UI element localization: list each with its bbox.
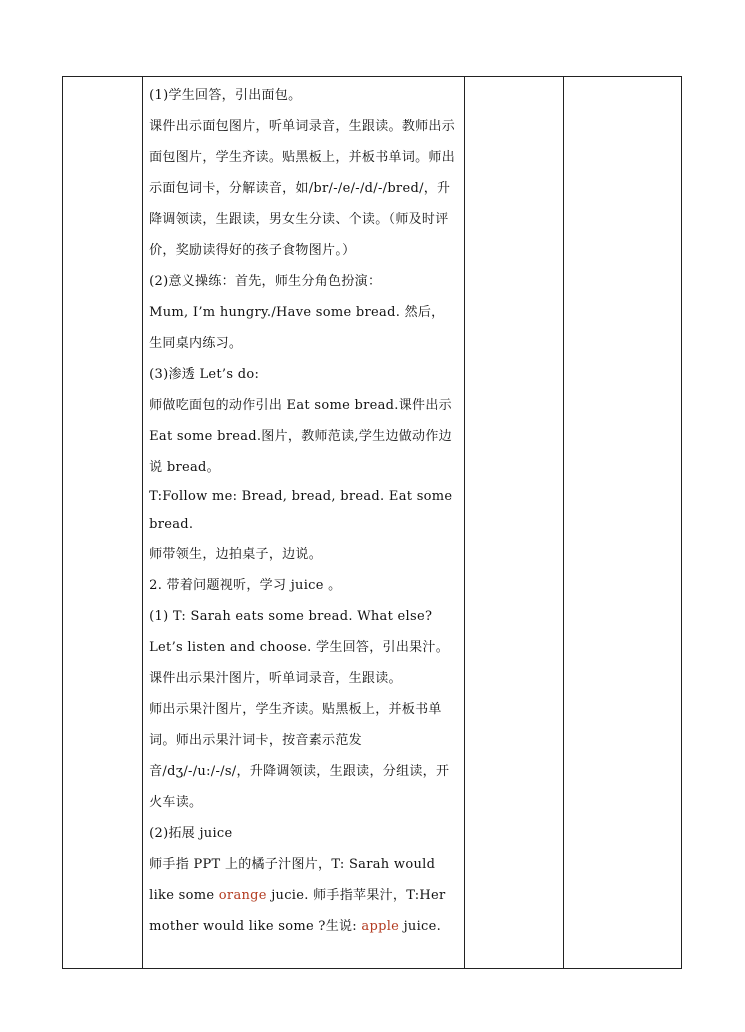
student-activity-cell <box>464 77 563 969</box>
final-text-prefix: 师手指 PPT 上的橘子汁图片，T: Sarah would like some <box>149 857 436 903</box>
step-paragraph: 2. 带着问题视听，学习 juice 。 <box>149 578 342 593</box>
step-paragraph: 课件出示面包图片，听单词录音，生跟读。教师出示面包图片，学生齐读。贴黑板上，并板书单词。师出示面包词卡，分解读音，如/br/-/e/-/d/-/bred/，升降调领读，生跟读，男女生分读、个读。（师及时评价，奖励读得好的孩子食物图片。） <box>149 119 456 258</box>
step-paragraph: (1) T: Sarah eats some bread. What else? Let’s listen and choose. 学生回答，引出果汁。课件出示果汁图片，听单词录音，生跟读。 <box>149 609 450 686</box>
step-paragraph: (1)学生回答，引出面包。 <box>149 88 302 103</box>
teaching-process-cell <box>143 77 465 969</box>
teaching-process-text <box>143 77 464 942</box>
final-text-middle: jucie. 师手指苹果汁，T:Her mother would like some ?生说: <box>149 888 446 934</box>
table-row <box>63 77 682 969</box>
step-paragraph: (2)意义操练：首先，师生分角色扮演： <box>149 274 382 289</box>
step-paragraph: (2)拓展 juice <box>149 826 233 841</box>
step-paragraph: (3)渗透 Let’s do: <box>149 367 260 382</box>
highlight-apple: apple <box>361 919 400 934</box>
lesson-plan-table <box>62 76 682 969</box>
step-paragraph: 师出示果汁图片，学生齐读。贴黑板上，并板书单词。师出示果汁词卡，按音素示范发音/dʒ/-/u:/-/s/，升降调领读，生跟读，分组读，开火车读。 <box>149 702 450 810</box>
step-paragraph: 师带领生，边拍桌子，边说。 <box>149 547 323 562</box>
stage-cell <box>63 77 143 969</box>
design-intent-cell <box>563 77 681 969</box>
step-paragraph: Mum, I’m hungry./Have some bread. 然后，生同桌内练习。 <box>149 305 445 351</box>
final-text-suffix: juice. <box>399 919 442 934</box>
highlight-orange: orange <box>218 888 267 903</box>
step-paragraph: T:Follow me: Bread, bread, bread. Eat some bread. <box>149 489 453 532</box>
step-paragraph: 师做吃面包的动作引出 Eat some bread.课件出示 Eat some bread.图片，教师范读,学生边做动作边说 bread。 <box>149 398 452 475</box>
step-paragraph-final <box>149 849 457 942</box>
